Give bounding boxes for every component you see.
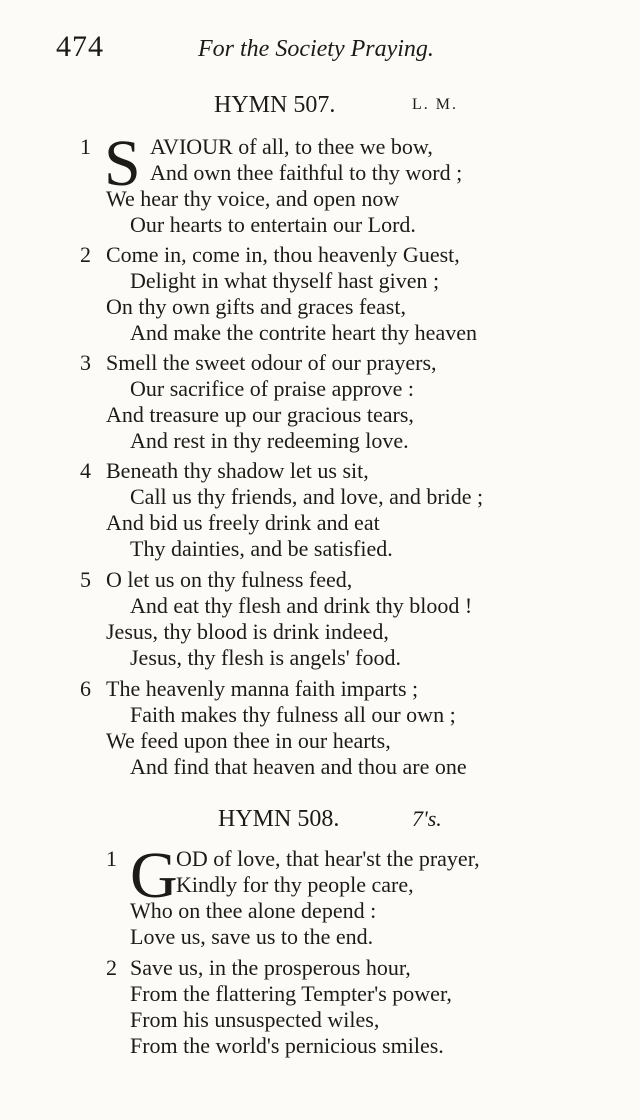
drop-cap: S (104, 127, 141, 200)
stanza-number: 6 (80, 676, 91, 701)
verse-line: AVIOUR of all, to thee we bow, (150, 134, 433, 159)
verse-line: And rest in thy redeeming love. (130, 428, 409, 453)
verse-line: From his unsuspected wiles, (130, 1007, 380, 1032)
hymn-meter: 7's. (412, 806, 442, 831)
running-title: For the Society Praying. (198, 36, 434, 62)
verse-line: Jesus, thy flesh is angels' food. (130, 645, 401, 670)
verse-line: From the flattering Tempter's power, (130, 981, 452, 1006)
verse-line: Faith makes thy fulness all our own ; (130, 702, 456, 727)
verse-line: And find that heaven and thou are one (130, 754, 467, 779)
page-number: 474 (56, 30, 104, 63)
stanza-number: 1 (80, 134, 91, 159)
verse-line: And make the contrite heart thy heaven (130, 320, 477, 345)
verse-line: Beneath thy shadow let us sit, (106, 458, 369, 483)
hymn-number: HYMN 508. (218, 806, 340, 832)
stanza-number: 4 (80, 458, 91, 483)
verse-line: Love us, save us to the end. (130, 924, 374, 949)
verse-line: From the world's pernicious smiles. (130, 1033, 444, 1058)
verse-line: Our hearts to entertain our Lord. (130, 212, 416, 237)
verse-line: Smell the sweet odour of our prayers, (106, 350, 437, 375)
stanza-number: 2 (80, 242, 91, 267)
hymn-507-heading (0, 92, 640, 126)
verse-line: And eat thy flesh and drink thy blood ! (130, 593, 473, 618)
verse-line: Thy dainties, and be satisfied. (130, 536, 393, 561)
hymn-508-heading (0, 806, 640, 840)
stanza-number: 5 (80, 567, 91, 592)
verse-line: Delight in what thyself hast given ; (130, 268, 440, 293)
stanza-number: 1 (106, 846, 117, 871)
verse-line: We hear thy voice, and open now (106, 186, 400, 211)
verse-line: And bid us freely drink and eat (106, 510, 380, 535)
verse-line: We feed upon thee in our hearts, (106, 728, 391, 753)
verse-line: Who on thee alone depend : (130, 898, 377, 923)
stanza-number: 2 (106, 955, 117, 980)
verse-line: Save us, in the prosperous hour, (130, 955, 411, 980)
verse-line: Come in, come in, thou heavenly Guest, (106, 242, 460, 267)
drop-cap: G (130, 839, 178, 912)
verse-line: And treasure up our gracious tears, (106, 402, 414, 427)
verse-line: Call us thy friends, and love, and bride ; (130, 484, 484, 509)
verse-line: And own thee faithful to thy word ; (150, 160, 463, 185)
hymn-number: HYMN 507. (214, 92, 336, 118)
stanza-number: 3 (80, 350, 91, 375)
verse-line: The heavenly manna faith imparts ; (106, 676, 419, 701)
verse-line: Kindly for thy people care, (176, 872, 414, 897)
verse-line: Our sacrifice of praise approve : (130, 376, 415, 401)
hymn-meter: L. M. (412, 96, 458, 113)
verse-line: OD of love, that hear'st the prayer, (176, 846, 480, 871)
verse-line: On thy own gifts and graces feast, (106, 294, 406, 319)
verse-line: Jesus, thy blood is drink indeed, (106, 619, 389, 644)
running-head (56, 30, 620, 70)
verse-line: O let us on thy fulness feed, (106, 567, 353, 592)
